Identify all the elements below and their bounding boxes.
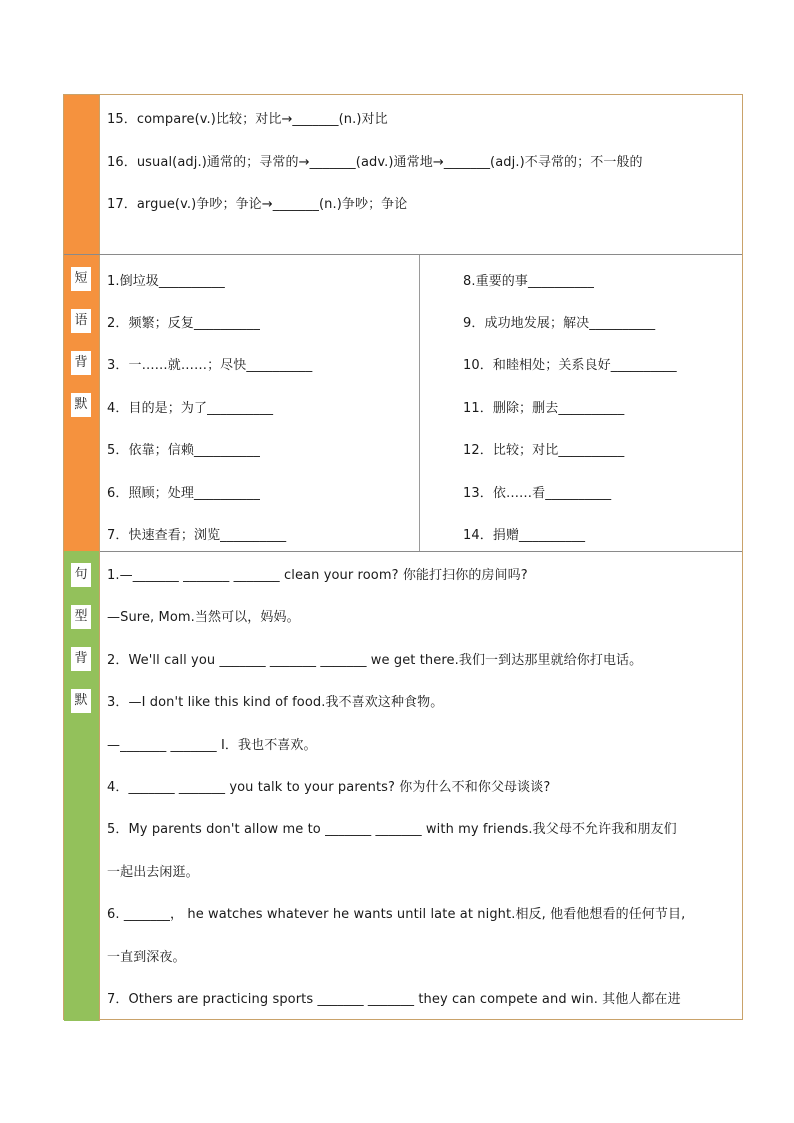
side-label-char: 短 (71, 267, 91, 291)
phrase-item: 13．依……看__________ (463, 486, 612, 501)
section1-side-bar (64, 95, 100, 255)
sentence-line: 一直到深夜。 (107, 950, 186, 965)
phrase-item: 4．目的是；为了__________ (107, 401, 274, 416)
section1-line-15: 15．compare(v.)比较；对比→_______(n.)对比 (107, 112, 388, 127)
sentence-line: 7．Others are practicing sports _______ _______ they can compete and win. 其他人都在进 (107, 992, 681, 1007)
section1-content (100, 95, 742, 255)
worksheet-table (63, 94, 743, 1020)
side-label-char: 句 (71, 563, 91, 587)
section3-side-bar (64, 551, 100, 1021)
side-label-char: 默 (71, 393, 91, 417)
sentence-line: —Sure, Mom.当然可以，妈妈。 (107, 610, 300, 625)
phrase-item: 2．频繁；反复__________ (107, 316, 260, 331)
side-label-char: 默 (71, 689, 91, 713)
sentence-line: 6. _______， he watches whatever he wants until late at night.相反, 他看他想看的任何节目, (107, 907, 686, 922)
section2-side-bar (64, 255, 100, 551)
phrase-item: 8.重要的事__________ (463, 274, 595, 289)
sentence-line: 4．_______ _______ you talk to your parents? 你为什么不和你父母谈谈? (107, 780, 551, 795)
sentence-line: —_______ _______ I．我也不喜欢。 (107, 738, 317, 753)
sentence-line: 2．We'll call you _______ _______ _______ we get there.我们一到达那里就给你打电话。 (107, 653, 643, 668)
side-label-char: 背 (71, 351, 91, 375)
section1-line-16: 16．usual(adj.)通常的；寻常的→_______(adv.)通常地→_______(adj.)不寻常的；不一般的 (107, 155, 643, 170)
side-label-char: 背 (71, 647, 91, 671)
sentence-line: 一起出去闲逛。 (107, 865, 199, 880)
section2-content (100, 255, 742, 551)
phrase-item: 12．比较；对比__________ (463, 443, 625, 458)
sentence-line: 3．—I don't like this kind of food.我不喜欢这种食物。 (107, 695, 444, 710)
phrase-item: 7．快速查看；浏览__________ (107, 528, 287, 543)
section1-line-17: 17．argue(v.)争吵；争论→_______(n.)争吵；争论 (107, 197, 408, 212)
phrase-item: 3．一……就……；尽快__________ (107, 358, 313, 373)
sentence-line: 1.—_______ _______ _______ clean your room? 你能打扫你的房间吗? (107, 568, 528, 583)
phrase-item: 9．成功地发展；解决__________ (463, 316, 656, 331)
phrase-item: 5．依靠；信赖__________ (107, 443, 260, 458)
phrase-item: 10．和睦相处；关系良好__________ (463, 358, 677, 373)
column-divider (419, 255, 420, 551)
phrase-item: 11．删除；删去__________ (463, 401, 625, 416)
phrase-item: 1.倒垃圾__________ (107, 274, 225, 289)
side-label-char: 型 (71, 605, 91, 629)
section3-content (100, 552, 742, 1021)
side-label-char: 语 (71, 309, 91, 333)
phrase-item: 14．捐赠__________ (463, 528, 586, 543)
sentence-line: 5．My parents don't allow me to _______ _______ with my friends.我父母不允许我和朋友们 (107, 822, 677, 837)
phrase-item: 6．照顾；处理__________ (107, 486, 260, 501)
